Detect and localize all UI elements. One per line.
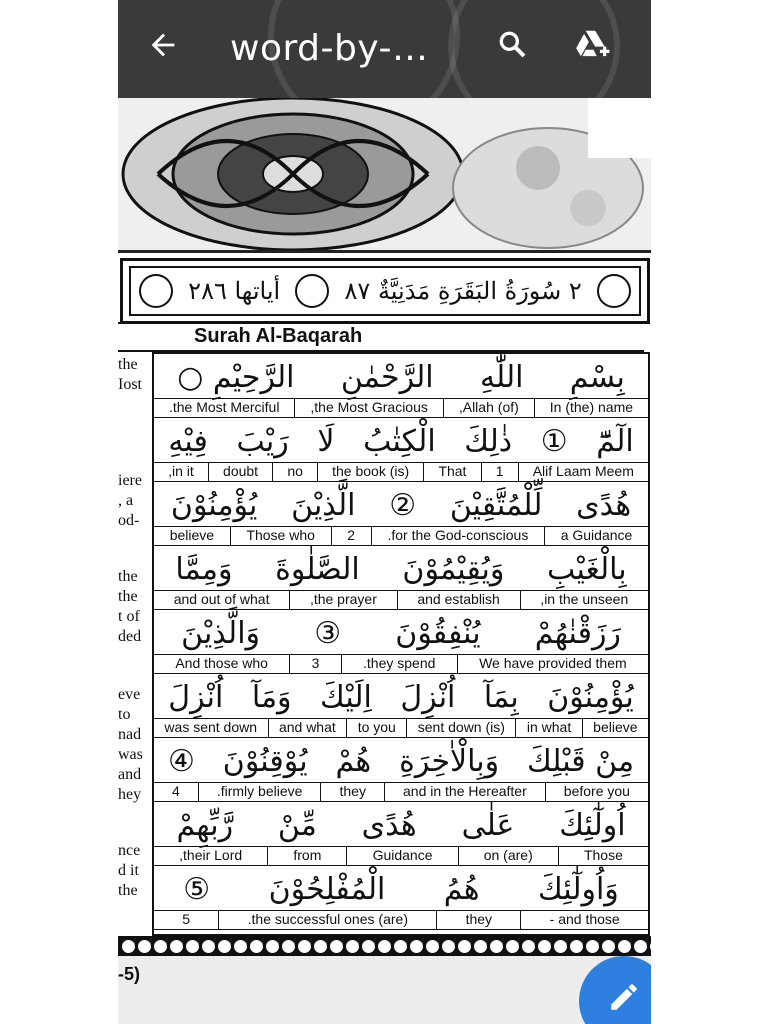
left-text-fragment: t of bbox=[118, 608, 140, 625]
border-dot bbox=[394, 940, 407, 953]
translation-cell: they bbox=[436, 911, 520, 929]
verse-row bbox=[154, 482, 648, 546]
arabic-line bbox=[154, 866, 648, 912]
arabic-line bbox=[154, 418, 648, 464]
border-dot bbox=[442, 940, 455, 953]
border-dot bbox=[426, 940, 439, 953]
verse-row bbox=[154, 546, 648, 610]
verse-row bbox=[154, 866, 648, 930]
translation-cell: 4 bbox=[172, 783, 180, 799]
left-text-fragment: ded bbox=[118, 628, 142, 645]
left-background bbox=[0, 0, 118, 1024]
border-dot bbox=[362, 940, 375, 953]
border-dot bbox=[202, 940, 215, 953]
right-background bbox=[651, 0, 768, 1024]
translation-cell: they spend. bbox=[341, 655, 457, 673]
left-text-fragment: , a bbox=[118, 492, 134, 509]
border-dot bbox=[538, 940, 551, 953]
translation-cell: That bbox=[423, 463, 480, 481]
left-text-fragment: and bbox=[118, 766, 142, 783]
surah-info-center: ٢ سُورَةُ البَقَرَةِ مَدَنِيَّةٌ ٨٧ bbox=[344, 277, 582, 305]
arabic-word: اُنْزِلَ bbox=[168, 679, 224, 715]
translation-cell: no bbox=[272, 463, 317, 481]
border-dot bbox=[618, 940, 631, 953]
surah-title: Surah Al-Baqarah bbox=[194, 325, 363, 347]
translation-cell: Alif Laam Meem bbox=[518, 463, 648, 481]
translation-cell: in the unseen, bbox=[520, 591, 648, 609]
translation-cell: and those - bbox=[520, 911, 648, 929]
arabic-word: يُنْفِقُوْنَ bbox=[395, 615, 481, 651]
arabic-word: الَّذِيْنَ bbox=[291, 487, 356, 523]
translation-cell: doubt bbox=[208, 463, 272, 481]
arabic-word: هُدًى bbox=[361, 807, 417, 843]
arabic-word: ذٰلِكَ bbox=[464, 423, 513, 459]
translation-cell: And those who bbox=[175, 655, 268, 671]
translation-cell: firmly believe. bbox=[198, 783, 321, 801]
arabic-word: يُؤْمِنُوْنَ bbox=[170, 487, 258, 523]
ornament-knot bbox=[139, 274, 173, 308]
border-dot bbox=[346, 940, 359, 953]
translation-cell: and establish bbox=[397, 591, 520, 609]
arabic-line bbox=[154, 738, 648, 784]
verse-row bbox=[154, 610, 648, 674]
arabic-word: لِّلْمُتَّقِيْنَ bbox=[449, 487, 543, 523]
border-dot bbox=[378, 940, 391, 953]
arabic-word: رَّبِّهِمْ bbox=[176, 807, 234, 843]
search-icon[interactable] bbox=[496, 28, 528, 60]
border-dot bbox=[186, 940, 199, 953]
arabic-word: بِسْمِ bbox=[569, 359, 625, 395]
drive-add-icon[interactable] bbox=[573, 26, 611, 64]
translation-line bbox=[154, 462, 648, 482]
border-dot bbox=[234, 940, 247, 953]
border-dot bbox=[298, 940, 311, 953]
arabic-word: رَيْبَ bbox=[236, 423, 289, 459]
arabic-word: اللّٰهِ bbox=[479, 359, 524, 395]
verse-row bbox=[154, 354, 648, 418]
arabic-word: ① bbox=[540, 423, 568, 459]
arabic-word: ⑤ bbox=[183, 871, 211, 907]
arabic-word: هُمُ bbox=[443, 871, 480, 907]
arabic-word: هُدًى bbox=[576, 487, 632, 523]
translation-cell: (are) on bbox=[458, 847, 558, 865]
arabic-word: الْكِتٰبُ bbox=[363, 423, 436, 459]
arabic-line bbox=[154, 482, 648, 528]
word-by-word-grid bbox=[152, 352, 650, 936]
decorative-header bbox=[118, 98, 651, 253]
translation-cell: Guidance bbox=[346, 847, 457, 865]
translation-line bbox=[154, 526, 648, 546]
translation-cell: in it, bbox=[168, 463, 194, 479]
top-app-bar bbox=[118, 0, 651, 98]
border-dot bbox=[266, 940, 279, 953]
border-dot bbox=[602, 940, 615, 953]
arabic-word: اِلَيْكَ bbox=[320, 679, 372, 715]
arabic-line bbox=[154, 354, 648, 400]
translation-line bbox=[154, 846, 648, 866]
border-dot bbox=[154, 940, 167, 953]
border-dot bbox=[586, 940, 599, 953]
arabic-line bbox=[154, 610, 648, 656]
border-dot bbox=[650, 940, 651, 953]
surah-title-bar bbox=[118, 322, 644, 352]
translation-cell: Those who bbox=[230, 527, 331, 545]
arabic-word: وَمِمَّا bbox=[175, 551, 233, 587]
translation-cell: We have provided them bbox=[457, 655, 648, 673]
left-text-fragment: eve bbox=[118, 686, 141, 703]
arabic-word: وَبِالْاٰخِرَةِ bbox=[399, 743, 500, 779]
left-text-fragment: to bbox=[118, 706, 131, 723]
arabic-word: هُمْ bbox=[335, 743, 372, 779]
border-dot bbox=[282, 940, 295, 953]
border-dot bbox=[122, 940, 135, 953]
left-text-fragment: the bbox=[118, 568, 138, 585]
arabic-word: اُولٰٓئِكَ bbox=[559, 807, 626, 843]
translation-cell: (are) the successful ones. bbox=[218, 911, 436, 929]
left-text-fragment: nad bbox=[118, 726, 142, 743]
document-page[interactable] bbox=[118, 0, 651, 1024]
border-dot bbox=[570, 940, 583, 953]
ornament-drawing bbox=[118, 98, 651, 250]
arabic-word: مِنْ قَبْلِكَ bbox=[526, 743, 635, 779]
border-dot bbox=[634, 940, 647, 953]
left-text-fragment: nce bbox=[118, 842, 141, 859]
translation-cell: (is) sent down bbox=[406, 719, 515, 737]
arabic-word: ② bbox=[389, 487, 417, 523]
border-dot bbox=[522, 940, 535, 953]
document-title: word-by-… bbox=[230, 28, 429, 69]
surah-cartouche bbox=[120, 258, 650, 324]
translation-line bbox=[154, 590, 648, 610]
arabic-word: وَالَّذِيْنَ bbox=[181, 615, 261, 651]
translation-cell: and what bbox=[268, 719, 347, 737]
arabic-word: وَيُقِيْمُوْنَ bbox=[402, 551, 505, 587]
arabic-word: وَمَآ bbox=[251, 679, 292, 715]
arabic-word: ④ bbox=[167, 743, 195, 779]
arabic-word: لَا bbox=[317, 423, 335, 459]
bottom-area bbox=[118, 956, 651, 1024]
translation-line bbox=[154, 654, 648, 674]
translation-cell: their Lord, bbox=[179, 847, 243, 863]
translation-line bbox=[154, 782, 648, 802]
translation-cell: from bbox=[267, 847, 346, 865]
arabic-word: يُؤْمِنُوْنَ bbox=[547, 679, 634, 715]
translation-cell: a Guidance bbox=[544, 527, 648, 545]
arabic-word: ③ bbox=[314, 615, 342, 651]
left-text-fragment: od- bbox=[118, 512, 140, 529]
arabic-word: اُنْزِلَ bbox=[400, 679, 456, 715]
border-dot bbox=[474, 940, 487, 953]
border-dot bbox=[410, 940, 423, 953]
translation-cell: in what bbox=[515, 719, 581, 737]
translation-cell: to you bbox=[346, 719, 406, 737]
translation-cell: (of) Allah, bbox=[443, 399, 534, 417]
translation-cell: 3 bbox=[289, 655, 340, 673]
border-dot bbox=[218, 940, 231, 953]
translation-line bbox=[154, 718, 648, 738]
border-dot bbox=[250, 940, 263, 953]
verse-row bbox=[154, 738, 648, 802]
left-text-fragment: hey bbox=[118, 786, 142, 803]
translation-cell: for the God-conscious. bbox=[371, 527, 544, 545]
translation-cell: they bbox=[320, 783, 384, 801]
translation-cell: 5 bbox=[182, 911, 191, 927]
left-text-fragment: iere bbox=[118, 472, 142, 489]
border-dot bbox=[330, 940, 343, 953]
arabic-line bbox=[154, 674, 648, 720]
border-dot bbox=[170, 940, 183, 953]
decorative-border bbox=[118, 936, 651, 956]
arabic-line bbox=[154, 802, 648, 848]
arabic-word: الصَّلٰوةَ bbox=[275, 551, 360, 587]
next-page-fragment: -5) bbox=[118, 964, 140, 984]
arabic-word: فِيْهِ bbox=[168, 423, 208, 459]
translation-cell: 2 bbox=[331, 527, 371, 545]
left-text-fragment: Iost bbox=[118, 376, 142, 393]
back-arrow-icon[interactable] bbox=[146, 28, 180, 62]
arabic-line bbox=[154, 546, 648, 592]
arabic-word: الْمُفْلِحُوْنَ bbox=[268, 871, 386, 907]
arabic-word: مِّنْ bbox=[277, 807, 317, 843]
arabic-word: الرَّحِيْمِ ○ bbox=[177, 359, 295, 395]
border-dot bbox=[314, 940, 327, 953]
border-dot bbox=[490, 940, 503, 953]
translation-line bbox=[154, 398, 648, 418]
translation-cell: the prayer, bbox=[289, 591, 396, 609]
arabic-word: بِمَآ bbox=[483, 679, 519, 715]
translation-cell: In (the) name bbox=[534, 399, 648, 417]
arabic-word: عَلٰى bbox=[461, 807, 515, 843]
translation-line bbox=[154, 910, 648, 930]
arabic-word: بِالْغَيْبِ bbox=[547, 551, 627, 587]
translation-cell: before you bbox=[545, 783, 648, 801]
translation-cell: and in the Hereafter bbox=[384, 783, 545, 801]
verse-row bbox=[154, 802, 648, 866]
border-dot bbox=[138, 940, 151, 953]
translation-cell: 1 bbox=[481, 463, 518, 481]
arabic-word: وَاُولٰٓئِكَ bbox=[538, 871, 619, 907]
left-text-fragment: the bbox=[118, 588, 138, 605]
translation-cell: was sent down bbox=[164, 719, 258, 735]
arabic-word: الرَّحْمٰنِ bbox=[340, 359, 434, 395]
surah-info-left: أياتها ٢٨٦ bbox=[188, 277, 281, 305]
arabic-word: الٓمّٓ bbox=[596, 423, 634, 459]
left-text-fragment: the bbox=[118, 356, 138, 373]
edit-pencil-icon bbox=[607, 980, 641, 1014]
verse-row bbox=[154, 418, 648, 482]
arabic-word: رَزَقْنٰهُمْ bbox=[534, 615, 621, 651]
translation-cell: believe bbox=[169, 527, 215, 543]
translation-cell: believe bbox=[582, 719, 648, 737]
ornament-knot bbox=[597, 274, 631, 308]
border-dot bbox=[506, 940, 519, 953]
translation-cell: (is) the book bbox=[317, 463, 423, 481]
ornament-knot bbox=[295, 274, 329, 308]
left-text-fragment: the bbox=[118, 882, 138, 899]
border-dot bbox=[458, 940, 471, 953]
left-text-fragment: was bbox=[118, 746, 143, 763]
translation-cell: Those bbox=[558, 847, 648, 865]
translation-cell: the Most Gracious, bbox=[294, 399, 442, 417]
translation-cell: the Most Merciful. bbox=[168, 399, 280, 415]
verse-row bbox=[154, 674, 648, 738]
border-dot bbox=[554, 940, 567, 953]
arabic-word: يُوْقِنُوْنَ bbox=[222, 743, 308, 779]
translation-cell: and out of what bbox=[173, 591, 270, 607]
left-text-fragment: d it bbox=[118, 862, 139, 879]
